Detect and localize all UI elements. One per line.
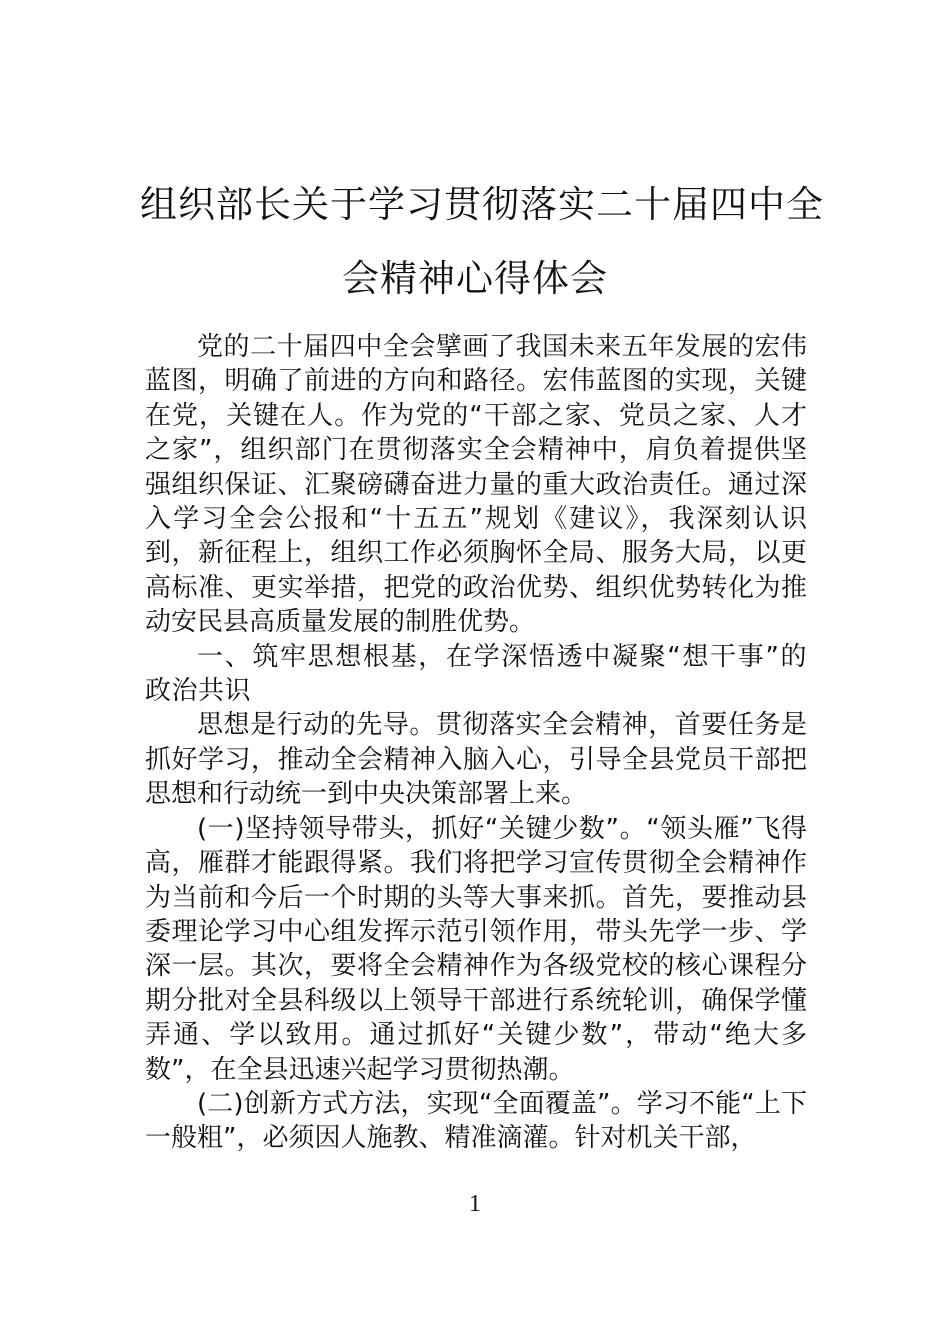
document-title (140, 168, 824, 316)
paragraph-subsection-2: (二)创新方式方法，实现“全面覆盖”。学习不能“上下一般粗”，必须因人施教、精准滴灌。针对机关干部， (145, 1088, 807, 1154)
title-line-1: 组织部长关于学习贯彻落实二十届四中全 (140, 183, 824, 226)
page-number: 1 (469, 1191, 481, 1217)
section-heading-1: 一、筑牢思想根基，在学深悟透中凝聚“想干事”的政治共识 (145, 641, 807, 707)
paragraph-intro: 党的二十届四中全会擘画了我国未来五年发展的宏伟蓝图，明确了前进的方向和路径。宏伟蓝图的实现，关键在党，关键在人。作为党的“干部之家、党员之家、人才之家”，组织部门在贯彻落实全会精神中，肩负着提供坚强组织保证、汇聚磅礴奋进力量的重大政治责任。通过深入学习全会公报和“十五五”规划《建议》，我深刻认识到，新征程上，组织工作必须胸怀全局、服务大局，以更高标准、更实举措，把党的政治优势、组织优势转化为推动安民县高质量发展的制胜优势。 (145, 332, 807, 638)
document-body (145, 330, 807, 1156)
paragraph-section-1: 思想是行动的先导。贯彻落实全会精神，首要任务是抓好学习，推动全会精神入脑入心，引导全县党员干部把思想和行动统一到中央决策部署上来。 (145, 710, 807, 810)
paragraph-subsection-1: (一)坚持领导带头，抓好“关键少数”。“领头雁”飞得高，雁群才能跟得紧。我们将把学习宣传贯彻全会精神作为当前和今后一个时期的头等大事来抓。首先，要推动县委理论学习中心组发挥示范引领作用，带头先学一步、学深一层。其次，要将全会精神作为各级党校的核心课程分期分批对全县科级以上领导干部进行系统轮训，确保学懂弄通、学以致用。通过抓好“关键少数”，带动“绝大多数”，在全县迅速兴起学习贯彻热潮。 (145, 813, 807, 1085)
title-line-2: 会精神心得体会 (342, 257, 608, 300)
